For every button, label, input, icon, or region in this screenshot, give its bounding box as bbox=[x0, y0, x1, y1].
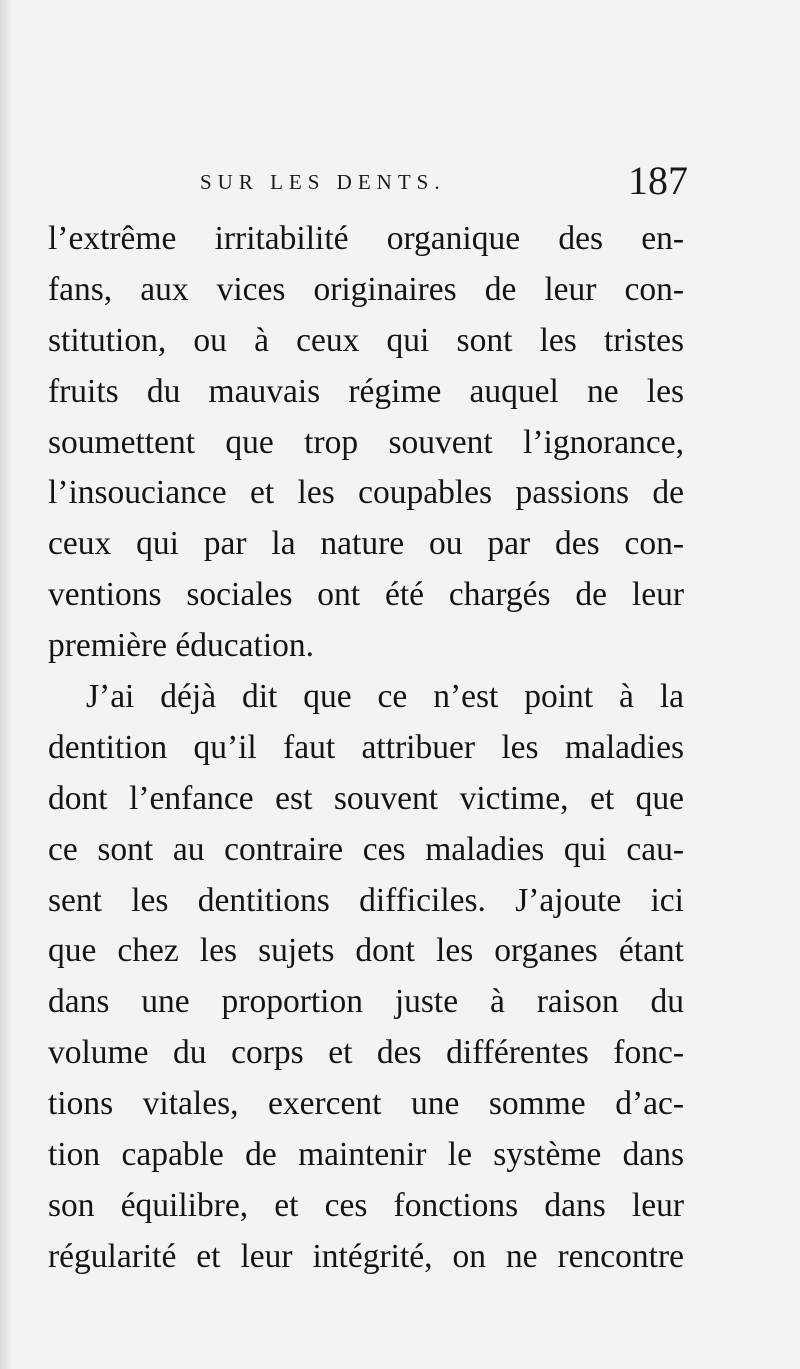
text-line: son équilibre, et ces fonctions dans leur bbox=[48, 1186, 684, 1224]
text-line: que chez les sujets dont les organes étant bbox=[48, 932, 684, 970]
text-line: tions vitales, exercent une somme d’ac- bbox=[48, 1085, 684, 1123]
text-line: dentition qu’il faut attribuer les maladies bbox=[48, 728, 684, 766]
text-line: première éducation. bbox=[48, 627, 315, 665]
running-head bbox=[48, 156, 688, 206]
text-line: fruits du mauvais régime auquel ne les bbox=[48, 372, 684, 410]
text-line: dans une proportion juste à raison du bbox=[48, 983, 684, 1021]
text-line: sent les dentitions difficiles. J’ajoute ici bbox=[48, 881, 684, 919]
text-line: l’extrême irritabilité organique des en- bbox=[48, 220, 684, 257]
page-gutter-shadow bbox=[0, 0, 12, 1369]
text-line: régularité et leur intégrité, on ne rencontre bbox=[48, 1237, 684, 1275]
text-line: ce sont au contraire ces maladies qui cau- bbox=[48, 830, 684, 868]
text-line: stitution, ou à ceux qui sont les tristes bbox=[48, 321, 684, 359]
text-line: J’ai déjà dit que ce n’est point à la bbox=[86, 678, 684, 716]
page-number: 187 bbox=[628, 158, 688, 203]
text-line: soumettent que trop souvent l’ignorance, bbox=[48, 423, 684, 461]
body-text bbox=[48, 214, 684, 1283]
paragraph-1 bbox=[48, 214, 684, 672]
running-head-title: SUR LES DENTS. bbox=[200, 170, 446, 194]
text-line: volume du corps et des différentes fonc- bbox=[48, 1034, 684, 1072]
text-line: fans, aux vices originaires de leur con- bbox=[48, 270, 684, 308]
text-line: tion capable de maintenir le système dans bbox=[48, 1136, 684, 1174]
text-line: l’insouciance et les coupables passions de bbox=[48, 474, 684, 512]
text-line: ventions sociales ont été chargés de leur bbox=[48, 576, 684, 614]
paragraph-2 bbox=[48, 672, 684, 1283]
text-line: ceux qui par la nature ou par des con- bbox=[48, 525, 684, 563]
text-line: dont l’enfance est souvent victime, et que bbox=[48, 779, 684, 817]
